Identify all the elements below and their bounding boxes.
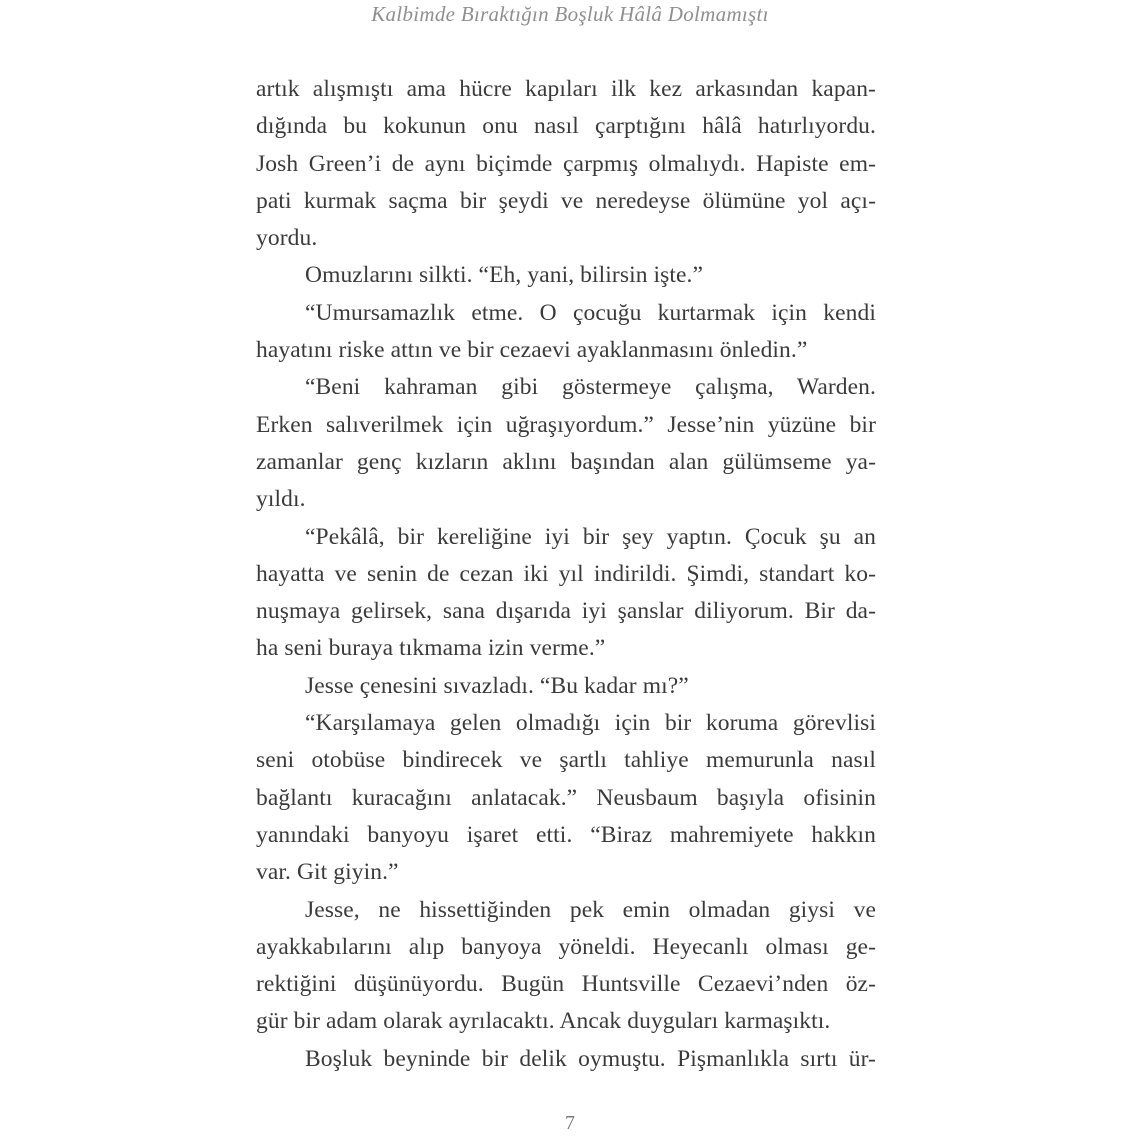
text-line: bağlantı kuracağını anlatacak.” Neusbaum başıyla ofisinin <box>256 784 876 811</box>
paragraph <box>256 892 876 1041</box>
paragraph <box>256 295 876 370</box>
text-line: zamanlar genç kızların aklını başından alan gülümseme ya- <box>256 448 876 475</box>
text-line: pati kurmak saçma bir şeydi ve neredeyse ölümüne yol açı- <box>256 187 876 214</box>
paragraph <box>256 705 876 891</box>
text-line: dığında bu kokunun onu nasıl çarptığını hâlâ hatırlıyordu. <box>256 113 876 140</box>
running-header: Kalbimde Bıraktığın Boşluk Hâlâ Dolmamıştı <box>371 2 769 26</box>
page-text <box>256 71 876 1078</box>
text-line: yordu. <box>256 225 318 252</box>
text-line: Jesse, ne hissettiğinden pek emin olmadan giysi ve <box>305 896 876 923</box>
text-line: nuşmaya gelirsek, sana dışarıda iyi şanslar diliyorum. Bir da- <box>256 598 876 625</box>
text-line: hayatta ve senin de cezan iki yıl indirildi. Şimdi, standart ko- <box>256 560 876 587</box>
paragraph <box>256 668 876 705</box>
text-line: gür bir adam olarak ayrılacaktı. Ancak duyguları karmaşıktı. <box>256 1008 831 1035</box>
paragraph <box>256 519 876 668</box>
text-line: yıldı. <box>256 486 306 513</box>
text-line: yanındaki banyoyu işaret etti. “Biraz mahremiyete hakkın <box>256 821 876 848</box>
text-line: hayatını riske attın ve bir cezaevi ayaklanmasını önledin.” <box>256 337 808 364</box>
text-line: “Beni kahraman gibi göstermeye çalışma, Warden. <box>305 374 876 401</box>
paragraph <box>256 369 876 518</box>
text-line: Omuzlarını silkti. “Eh, yani, bilirsin işte.” <box>305 262 704 289</box>
paragraph <box>256 71 876 257</box>
paragraph <box>256 257 876 294</box>
text-line: “Umursamazlık etme. O çocuğu kurtarmak için kendi <box>305 299 876 326</box>
page-number: 7 <box>565 1112 575 1134</box>
paragraph <box>256 1041 876 1078</box>
text-line: “Karşılamaya gelen olmadığı için bir koruma görevlisi <box>305 710 876 737</box>
text-line: seni otobüse bindirecek ve şartlı tahliye memurunla nasıl <box>256 747 876 774</box>
text-line: Boşluk beyninde bir delik oymuştu. Pişmanlıkla sırtı ür- <box>305 1045 876 1072</box>
text-line: Jesse çenesini sıvazladı. “Bu kadar mı?” <box>305 672 689 699</box>
text-line: Erken salıverilmek için uğraşıyordum.” Jesse’nin yüzüne bir <box>256 411 876 438</box>
text-line: Josh Green’i de aynı biçimde çarpmış olmalıydı. Hapiste em- <box>256 150 876 177</box>
text-line: var. Git giyin.” <box>256 859 399 886</box>
text-line: ayakkabılarını alıp banyoya yöneldi. Heyecanlı olması ge- <box>256 933 876 960</box>
text-line: “Pekâlâ, bir kereliğine iyi bir şey yaptın. Çocuk şu an <box>305 523 876 550</box>
text-line: ha seni buraya tıkmama izin verme.” <box>256 635 606 662</box>
text-line: rektiğini düşünüyordu. Bugün Huntsville Cezaevi’nden öz- <box>256 971 876 998</box>
text-line: artık alışmıştı ama hücre kapıları ilk kez arkasından kapan- <box>256 76 876 102</box>
